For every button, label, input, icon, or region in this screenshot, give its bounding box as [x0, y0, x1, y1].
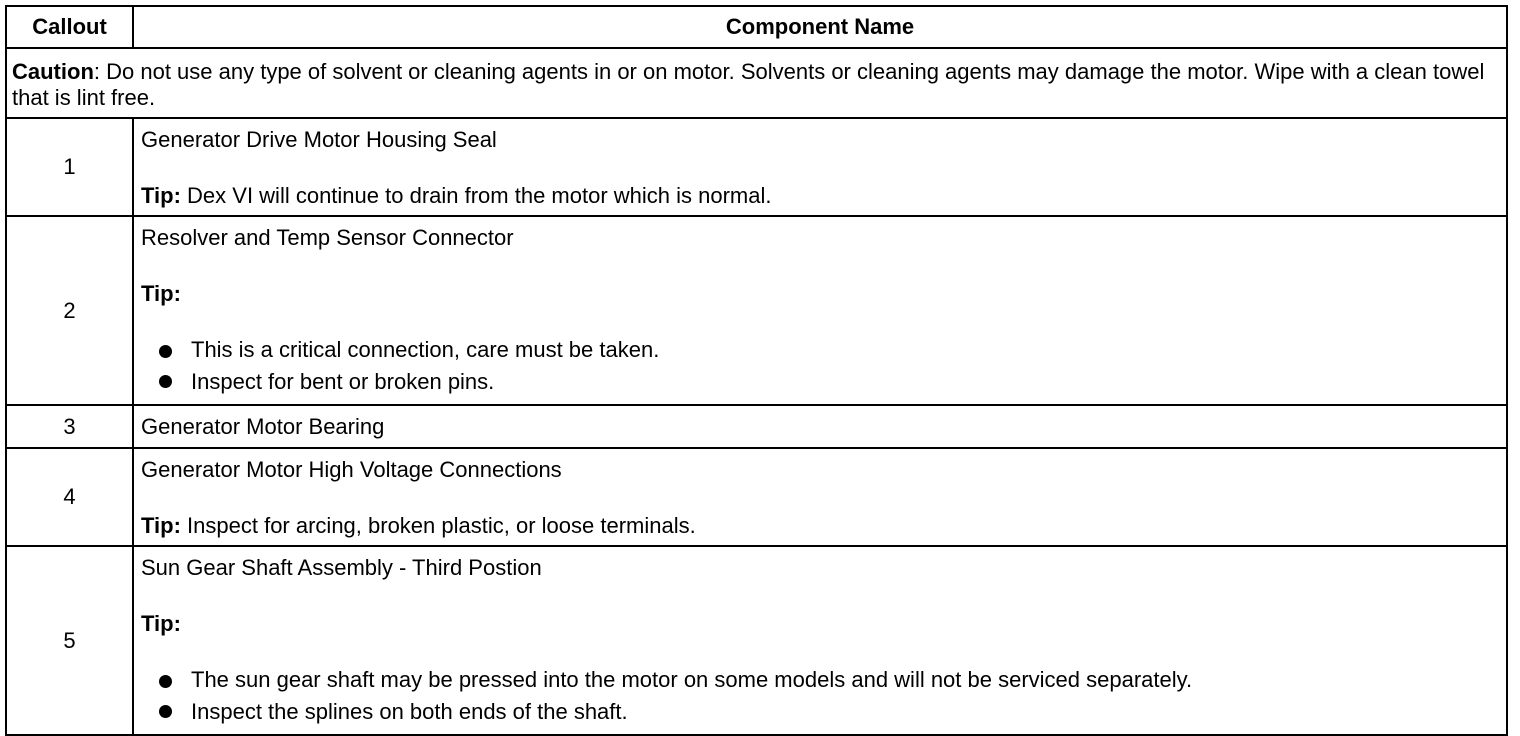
- callout-number: 2: [6, 216, 133, 405]
- header-component-name: Component Name: [133, 6, 1507, 48]
- tip-text: Inspect for arcing, broken plastic, or loose terminals.: [180, 513, 696, 538]
- bullet-text: Inspect the splines on both ends of the shaft.: [191, 699, 628, 724]
- tip-label: Tip:: [141, 183, 181, 208]
- caution-text: : Do not use any type of solvent or cleaning agents in or on motor. Solvents or cleaning agents may damage the motor. Wipe with a clean towel that is lint free.: [12, 59, 1485, 110]
- bullet-icon: [159, 375, 172, 388]
- list-item: [159, 335, 1499, 365]
- component-name: Generator Drive Motor Housing Seal: [141, 127, 497, 152]
- tip-label: Tip:: [141, 611, 181, 636]
- bullet-text: Inspect for bent or broken pins.: [191, 369, 495, 394]
- component-name: Generator Motor Bearing: [141, 413, 385, 439]
- component-cell: [133, 405, 1507, 448]
- component-cell: [133, 216, 1507, 405]
- table-row: [6, 118, 1507, 216]
- table-header-row: [6, 6, 1507, 48]
- tip-bullet-list: [141, 665, 1499, 728]
- tip-note: [141, 183, 1499, 209]
- component-cell: [133, 546, 1507, 735]
- bullet-text: The sun gear shaft may be pressed into the motor on some models and will not be serviced separately.: [191, 667, 1193, 692]
- caution-label: Caution: [12, 59, 94, 84]
- component-name: Generator Motor High Voltage Connections: [141, 457, 562, 482]
- bullet-icon: [159, 705, 172, 718]
- tip-label: Tip:: [141, 281, 181, 306]
- list-item: [159, 365, 1499, 398]
- bullet-text: This is a critical connection, care must be taken.: [191, 337, 660, 362]
- component-name: Sun Gear Shaft Assembly - Third Postion: [141, 555, 542, 580]
- callout-number: 3: [6, 405, 133, 448]
- bullet-icon: [159, 675, 172, 688]
- caution-row: [6, 48, 1507, 118]
- component-cell: [133, 118, 1507, 216]
- callout-table: [5, 5, 1508, 736]
- tip-note: [141, 513, 1499, 539]
- header-callout: Callout: [6, 6, 133, 48]
- table-row: [6, 216, 1507, 405]
- component-name: Resolver and Temp Sensor Connector: [141, 225, 514, 250]
- list-item: [159, 665, 1499, 695]
- table-row: [6, 448, 1507, 546]
- callout-number: 1: [6, 118, 133, 216]
- table-row: [6, 405, 1507, 448]
- list-item: [159, 695, 1499, 728]
- caution-note: [6, 48, 1507, 118]
- callout-number: 5: [6, 546, 133, 735]
- table-row: [6, 546, 1507, 735]
- bullet-icon: [159, 345, 172, 358]
- tip-label: Tip:: [141, 513, 181, 538]
- tip-text: Dex VI will continue to drain from the motor which is normal.: [180, 183, 772, 208]
- tip-bullet-list: [141, 335, 1499, 398]
- callout-number: 4: [6, 448, 133, 546]
- component-cell: [133, 448, 1507, 546]
